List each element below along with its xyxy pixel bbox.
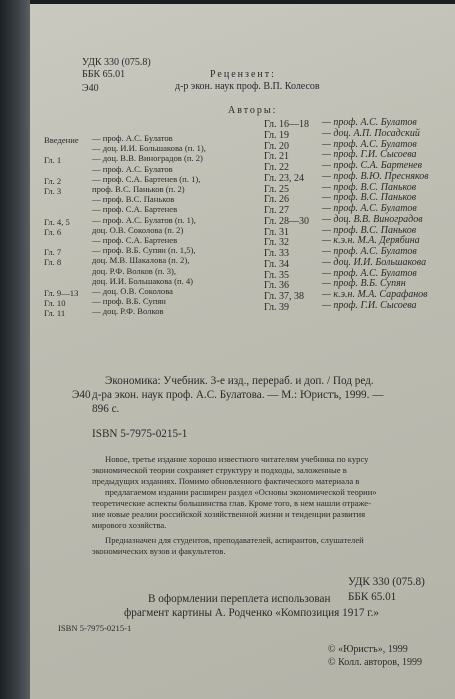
left-author-chapter: Гл. 2 [44,175,62,186]
annotation-line: теоретические аспекты большинства глав. Кроме того, в нем нашли отраже- [92,498,371,508]
right-author-name: — доц. А.П. Посадский [322,127,420,139]
left-author-name: — доц. О.В. Соколова [92,286,173,296]
code-top: Э40 [82,83,99,94]
left-author-name: доц. М.В. Шакалова (п. 2), [92,255,190,266]
annotation-line: экономических вузов и факультетов. [92,546,226,556]
right-author-name: — доц. И.И. Большакова [322,256,427,268]
left-author-chapter: Введение [44,135,79,145]
right-author-chapter: Гл. 21 [264,151,290,163]
authors-heading: Авторы: [228,105,278,116]
left-author-chapter: Гл. 8 [44,257,62,268]
left-author-name: доц. Р.Ф. Волков (п. 3), [92,265,177,276]
left-author-name: — проф. В.Б. Супян (п. 1,5), [92,245,196,256]
right-author-chapter: Гл. 36 [264,280,290,292]
right-author-name: — проф. В.С. Паньков [322,181,417,193]
right-author-chapter: Гл. 26 [264,194,290,206]
right-author-chapter: Гл. 16—18 [264,119,310,130]
right-author-name: — проф. В.С. Паньков [322,192,417,204]
right-author-name: — к.э.н. М.А. Дерябина [322,235,420,247]
left-author-name: — доц. В.В. Виноградов (п. 2) [92,153,203,164]
citation-line: Экономика: Учебник. 3-е изд., перераб. и доп. / Под ред. [105,375,374,387]
left-author-name: — проф. А.С. Булатов [92,133,173,143]
left-author-name: — проф. В.С. Паньков [92,194,175,205]
udk-top: УДК 330 (075.8) [82,57,151,68]
right-author-chapter: Гл. 35 [264,269,290,281]
right-author-chapter: Гл. 25 [264,183,290,195]
annotation-line: предлагаемом издании расширен раздел «Основы экономической теории» [105,487,377,497]
left-author-chapter: Гл. 6 [44,226,62,237]
right-author-name: — проф. А.С. Булатов [322,246,417,257]
left-author-name: доц. И.И. Большакова (п. 4) [92,275,194,286]
book-page [30,4,455,699]
book-spine-edge [0,0,30,699]
right-author-name: — проф. А.С. Булатов [322,203,417,214]
reviewer-heading: Рецензент: [210,69,276,80]
left-author-name: — проф. С.А. Бартенев [92,235,178,245]
right-author-name: — проф. А.С. Булатов [322,267,417,279]
right-author-chapter: Гл. 34 [264,258,290,270]
left-author-chapter: Гл. 10 [44,298,66,309]
left-author-chapter: Гл. 7 [44,247,62,258]
annotation-line: экономической теории сохраняет структуру и подходы, заложенные в [92,465,347,475]
left-author-chapter: Гл. 3 [44,186,62,196]
right-author-name: — доц. В.В. Виноградов [322,213,423,225]
annotation-line: Новое, третье издание хорошо известного читателям учебника по курсу [105,454,369,464]
right-author-name: — проф. Г.И. Сысоева [322,149,417,161]
annotation-line: ние новые реалии российской хозяйственной жизни и тенденции развития [92,509,366,519]
right-author-chapter: Гл. 27 [264,205,290,216]
right-author-chapter: Гл. 37, 38 [264,291,305,302]
left-author-name: — доц. И.И. Большакова (п. 1), [92,143,206,154]
left-author-name: — доц. Р.Ф. Волков [92,306,164,317]
right-author-name: — проф. В.Ю. Пресняков [322,170,429,182]
right-author-chapter: Гл. 22 [264,162,290,173]
copyright-line: © «Юристъ», 1999 [328,644,408,655]
cover-note-line: В оформлении переплета использован [148,593,331,605]
isbn-bottom: ISBN 5-7975-0215-1 [58,623,132,633]
right-author-name: — проф. В.Б. Супян [322,278,406,290]
left-author-chapter: Гл. 11 [44,308,66,319]
right-author-chapter: Гл. 23, 24 [264,172,305,184]
left-author-chapter: Гл. 1 [44,155,62,166]
udk-bottom: УДК 330 (075.8) [348,576,425,588]
right-author-chapter: Гл. 32 [264,237,290,249]
annotation-line: мирового хозяйства. [92,520,167,530]
left-author-chapter: Гл. 9—13 [44,288,79,298]
left-author-name: — проф. С.А. Бартенев (п. 1), [92,173,201,184]
cover-note-line: фрагмент картины А. Родченко «Композиция 1917 г.» [124,607,379,619]
annotation-line: Предназначен для студентов, преподавателей, аспирантов, слушателей [105,535,364,545]
right-author-name: — проф. Г.И. Сысоева [322,299,417,311]
right-author-name: — проф. В.С. Паньков [322,224,417,236]
right-author-chapter: Гл. 39 [264,301,290,313]
right-author-chapter: Гл. 33 [264,248,290,259]
left-author-name: — проф. С.А. Бартенев [92,204,178,215]
left-author-name: — проф. В.Б. Супян [92,296,166,307]
code-mid: Э40 [72,389,91,401]
left-author-name: — проф. А.С. Булатов [92,163,173,174]
isbn-mid: ISBN 5-7975-0215-1 [92,428,188,440]
right-author-name: — проф. А.С. Булатов [322,117,417,128]
left-author-name: — проф. А.С. Булатов (п. 1), [92,214,196,225]
right-author-name: — проф. С.А. Бартенев [322,160,422,171]
copyright-line: © Колл. авторов, 1999 [328,657,422,668]
annotation-line: предыдущих изданиях. Помимо обновленного фактического материала в [92,476,360,486]
right-author-chapter: Гл. 31 [264,226,290,238]
right-author-chapter: Гл. 20 [264,140,290,152]
left-author-chapter: Гл. 4, 5 [44,216,70,227]
right-author-chapter: Гл. 19 [264,129,290,141]
right-author-chapter: Гл. 28—30 [264,215,310,227]
left-author-name: проф. В.С. Паньков (п. 2) [92,184,185,194]
reviewer-name: д-р экон. наук проф. В.П. Колесов [175,81,320,92]
right-author-name: — к.э.н. М.А. Сарафанов [322,289,428,300]
left-author-name: доц. О.В. Соколова (п. 2) [92,224,184,235]
right-author-name: — проф. А.С. Булатов [322,138,417,150]
citation-line: д-ра экон. наук проф. А.С. Булатова. — М.: Юристъ, 1999. — [92,389,384,401]
bbk-top: ББК 65.01 [82,69,126,80]
bbk-bottom: ББК 65.01 [348,591,397,603]
citation-line: 896 с. [92,403,120,415]
